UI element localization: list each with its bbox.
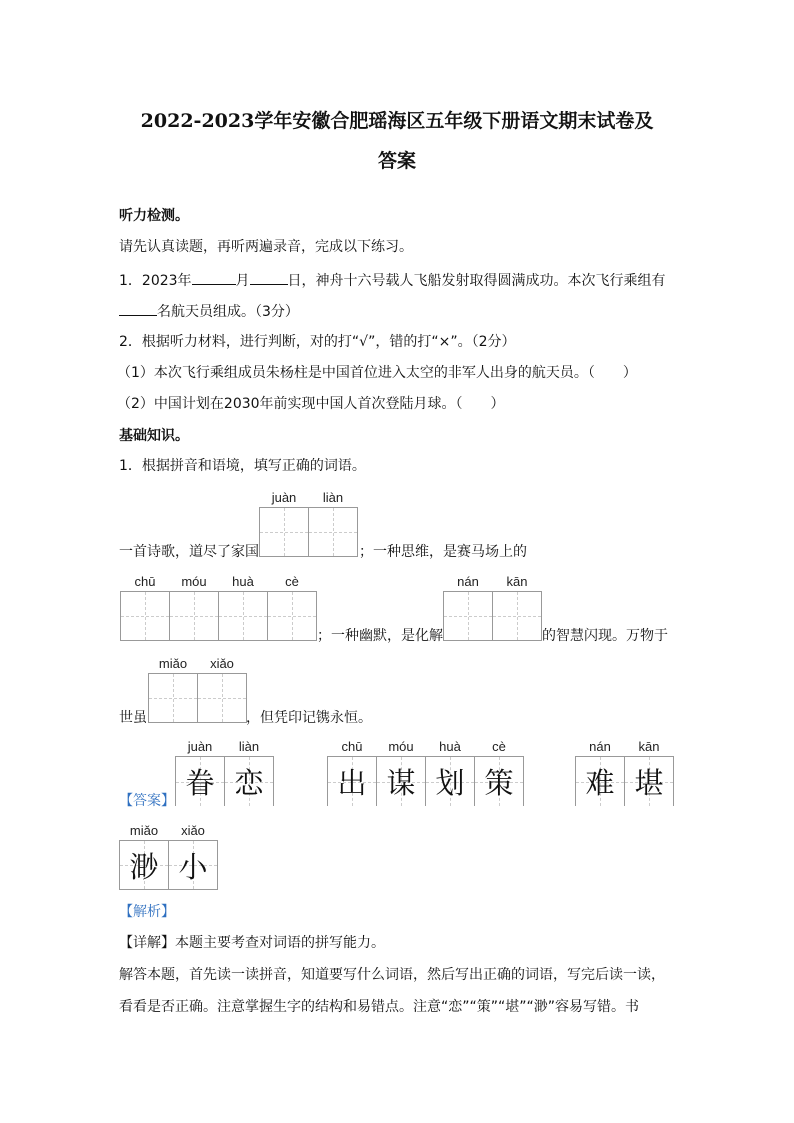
analysis-label: 【解析】	[119, 904, 175, 920]
pinyin: kān	[506, 574, 528, 589]
pinyin: xiǎo	[210, 656, 234, 671]
analysis-paragraph-1: 解答本题，首先读一读拼音，知道要写什么词语，然后写出正确的词语，写完后读一读，	[119, 967, 665, 983]
pinyin: miǎo	[158, 656, 188, 671]
grid-cell[interactable]	[218, 574, 268, 641]
grid-cell[interactable]	[259, 490, 309, 557]
answer-char: 划	[435, 766, 465, 800]
blank-grid-nankan[interactable]	[443, 574, 542, 641]
answer-cell	[474, 739, 524, 806]
pinyin: chū	[134, 574, 156, 589]
sentence-part-6: ，但凭印记镌永恒。	[246, 710, 372, 726]
pinyin: cè	[492, 739, 506, 754]
question-2-2: （2）中国计划在2030年前实现中国人首次登陆月球。（ ）	[117, 396, 505, 412]
sentence-part-4: 的智慧闪现。万物于	[542, 628, 668, 644]
sentence-part-2: ；一种思维，是赛马场上的	[359, 544, 527, 560]
answer-cell	[425, 739, 475, 806]
sentence-part-5: 世虽	[119, 710, 147, 726]
section-heading-basics: 基础知识。	[119, 428, 189, 444]
answer-char: 策	[484, 766, 514, 800]
pinyin: nán	[457, 574, 479, 589]
answer-grid-4	[119, 823, 218, 890]
blank-month	[192, 271, 236, 285]
pinyin: juàn	[187, 739, 213, 754]
pinyin: huà	[439, 739, 461, 754]
q1-text-b: 月	[235, 273, 250, 289]
blank-day	[250, 271, 288, 285]
analysis-paragraph-2: 看看是否正确。注意掌握生字的结构和易错点。注意“恋”“策”“堪”“渺”容易写错。书	[119, 999, 640, 1015]
pinyin: cè	[285, 574, 299, 589]
pinyin: nán	[589, 739, 611, 754]
answer-cell	[327, 739, 377, 806]
grid-cell[interactable]	[148, 656, 198, 723]
answer-char: 谋	[386, 766, 416, 800]
pinyin: móu	[181, 574, 207, 589]
answer-grid-2	[327, 739, 524, 806]
blank-grid-juanlian[interactable]	[259, 490, 358, 557]
answer-label: 【答案】	[119, 793, 175, 809]
section-heading-listening: 听力检测。	[119, 208, 189, 224]
q1-text-d: 名航天员组成。（3分）	[157, 304, 299, 320]
question-2-1: （1）本次飞行乘组成员朱杨柱是中国首位进入太空的非军人出身的航天员。（ ）	[117, 365, 637, 381]
grid-cell[interactable]	[308, 490, 358, 557]
answer-cell	[119, 823, 169, 890]
blank-count	[119, 302, 157, 316]
answer-cell	[624, 739, 674, 806]
answer-cell	[224, 739, 274, 806]
grid-cell[interactable]	[197, 656, 247, 723]
answer-grid-1	[175, 739, 274, 806]
answer-char: 恋	[234, 766, 264, 800]
q1-text-a: 1．2023年	[119, 273, 192, 289]
answer-cell	[175, 739, 225, 806]
pinyin: liàn	[322, 490, 344, 505]
answer-cell	[376, 739, 426, 806]
blank-grid-miaoxiao[interactable]	[148, 656, 247, 723]
pinyin: chū	[341, 739, 363, 754]
grid-cell[interactable]	[120, 574, 170, 641]
pinyin: huà	[232, 574, 254, 589]
grid-cell[interactable]	[492, 574, 542, 641]
title-line-2: 答案	[377, 150, 416, 172]
pinyin: móu	[388, 739, 414, 754]
q1-text-c: 日，神舟十六号载人飞船发射取得圆满成功。本次飞行乘组有	[287, 273, 666, 289]
answer-cell	[575, 739, 625, 806]
pinyin: miǎo	[129, 823, 159, 838]
answer-grid-3	[575, 739, 674, 806]
basics-question-1: 1．根据拼音和语境，填写正确的词语。	[119, 458, 366, 474]
listening-intro: 请先认真读题，再听两遍录音，完成以下练习。	[119, 239, 413, 255]
answer-char: 难	[585, 766, 615, 800]
answer-cell	[168, 823, 218, 890]
question-1-cont	[119, 302, 299, 320]
sentence-part-3: ；一种幽默，是化解	[317, 628, 443, 644]
grid-cell[interactable]	[443, 574, 493, 641]
blank-grid-chumouhuace[interactable]	[120, 574, 317, 641]
grid-cell[interactable]	[267, 574, 317, 641]
grid-cell[interactable]	[169, 574, 219, 641]
question-2: 2．根据听力材料，进行判断，对的打“√”，错的打“×”。（2分）	[119, 334, 516, 350]
answer-char: 眷	[185, 766, 215, 800]
pinyin: xiǎo	[181, 823, 205, 838]
sentence-part-1: 一首诗歌，道尽了家国	[119, 544, 259, 560]
answer-char: 渺	[129, 849, 159, 884]
answer-char: 堪	[634, 766, 664, 800]
pinyin: kān	[638, 739, 660, 754]
title-line-1: 2022-2023学年安徽合肥瑶海区五年级下册语文期末试卷及	[140, 110, 654, 132]
answer-char: 出	[337, 766, 367, 800]
pinyin: liàn	[238, 739, 260, 754]
analysis-detail: 【详解】本题主要考查对词语的拼写能力。	[119, 935, 385, 951]
answer-char: 小	[178, 849, 208, 884]
pinyin: juàn	[271, 490, 297, 505]
question-1	[119, 271, 666, 289]
